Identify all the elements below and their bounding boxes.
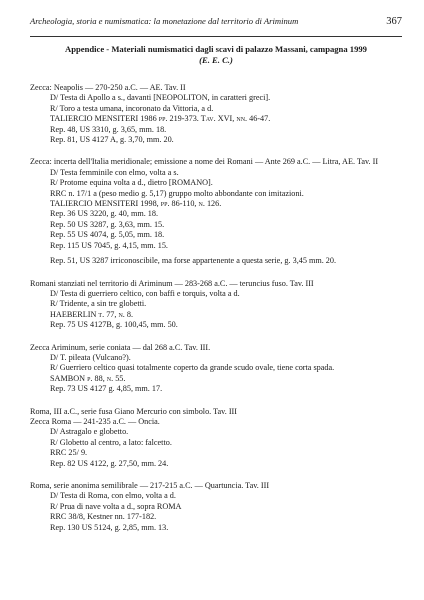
catalogue-content [30, 83, 402, 545]
catalogue-entry [30, 481, 402, 533]
catalogue-entry [30, 279, 402, 331]
entry-specimen: Rep. 130 US 5124, g. 2,85, mm. 13. [50, 522, 169, 532]
header-rule [30, 36, 402, 37]
entry-specimen: Rep. 55 US 4074, g. 5,05, mm. 18. [50, 230, 165, 240]
entry-note: Rep. 51, US 3287 irriconoscibile, ma forse appartenente a questa serie, g. 3,45 mm. 20. [50, 256, 337, 266]
running-title: Archeologia, storia e numismatica: la monetazione dal territorio di Ariminum [30, 16, 299, 26]
entry-specimen: Rep. 115 US 7045, g. 4,15, mm. 15. [50, 240, 168, 250]
entry-heading: Zecca: incerta dell'Italia meridionale; emissione a nome dei Romani — Ante 269 a.C. — Litra, AE. Tav. II [30, 157, 379, 167]
entry-obverse: D/ T. pileata (Vulcano?). [50, 352, 131, 362]
entry-reference: TALIERCIO MENSITERI 1986 pp. 219-373. Tav. XVI, nn. 46-47. [50, 114, 271, 124]
entry-reverse: R/ Guerriero celtico quasi totalmente coperto da grande scudo ovale, tiene corta spada. [50, 363, 335, 373]
page-number: 367 [386, 16, 402, 27]
entry-reference: TALIERCIO MENSITERI 1998, pp. 86-110, n. 126. [50, 199, 222, 209]
entry-specimen: Rep. 82 US 4122, g. 27,50, mm. 24. [50, 458, 169, 468]
entry-reverse: R/ Protome equina volta a d., dietro [ROMANO]. [50, 178, 213, 188]
running-header [30, 16, 402, 27]
entry-reverse: R/ Toro a testa umana, incoronato da Vittoria, a d. [50, 103, 214, 113]
entry-specimen: Rep. 50 US 3287, g. 3,63, mm. 15. [50, 219, 165, 229]
section-title-main: Appendice - Materiali numismatici dagli scavi di palazzo Massani, campagna 1999 [65, 44, 367, 54]
entry-reverse: R/ Prua di nave volta a d., sopra ROMA [50, 501, 182, 511]
catalogue-entry [30, 157, 402, 266]
entry-specimen: Rep. 36 US 3220, g. 40, mm. 18. [50, 209, 159, 219]
entry-reverse: R/ Tridente, a sin tre globetti. [50, 299, 147, 309]
entry-reference: RRC 25/ 9. [50, 448, 88, 458]
entry-specimen: Rep. 81, US 4127 A, g. 3,70, mm. 20. [50, 135, 174, 145]
entry-heading: Roma, serie anonima semilibrale — 217-215 a.C. — Quartuncia. Tav. III [30, 481, 270, 490]
entry-specimen: Rep. 48, US 3310, g. 3,65, mm. 18. [50, 124, 167, 134]
entry-reference: RRC n. 17/1 a (peso medio g. 5,17) gruppo molto abbondante con imitazioni. [50, 188, 304, 198]
entry-reference: RRC 38/8, Kestner nn. 177-182. [50, 512, 157, 522]
entry-reference: HAEBERLIN t. 77, n. 8. [50, 309, 134, 319]
entry-heading: Roma, III a.C., serie fusa Giano Mercurio con simbolo. Tav. III [30, 406, 238, 416]
entry-heading: Zecca Ariminum, serie coniata — dal 268 a.C. Tav. III. [30, 342, 211, 352]
entry-specimen: Rep. 73 US 4127 g. 4,85, mm. 17. [50, 384, 163, 394]
section-title [30, 44, 402, 66]
section-title-author: (E. E. C.) [199, 55, 233, 65]
entry-obverse: D/ Testa di Roma, con elmo, volta a d. [50, 491, 176, 501]
entry-obverse: D/ Testa di guerriero celtico, con baffi e torquis, volta a d. [50, 288, 240, 298]
catalogue-entry [30, 407, 402, 469]
entry-obverse: D/ Testa di Apollo a s., davanti [NEOPOLITON, in caratteri greci]. [50, 93, 271, 103]
entry-obverse: D/ Astragalo e globetto. [50, 427, 129, 437]
entry-reference: SAMBON p. 88, n. 55. [50, 373, 126, 383]
entry-heading: Romani stanziati nel territorio di Ariminum — 283-268 a.C. — teruncius fuso. Tav. III [30, 278, 314, 288]
entry-obverse: D/ Testa femminile con elmo, volta a s. [50, 167, 179, 177]
catalogue-entry [30, 83, 402, 145]
entry-reverse: R/ Globetto al centro, a lato: falcetto. [50, 437, 172, 447]
entry-heading: Zecca: Neapolis — 270-250 a.C. — AE. Tav. II [30, 83, 186, 92]
entry-heading: Zecca Roma — 241-235 a.C. — Oncia. [30, 416, 160, 426]
catalogue-entry [30, 343, 402, 395]
entry-specimen: Rep. 75 US 4127B, g. 100,45, mm. 50. [50, 320, 178, 330]
